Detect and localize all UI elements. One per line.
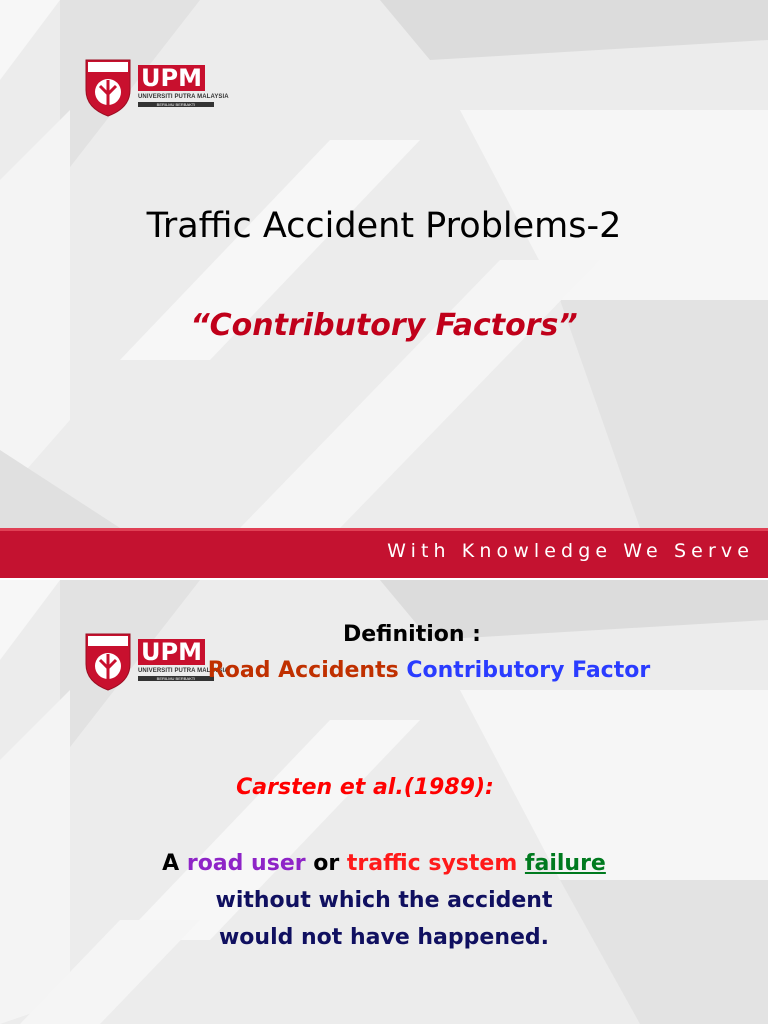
logo-tagline: BERILMU BERBAKTI: [138, 676, 214, 681]
definition-topic: [90, 658, 768, 683]
logo-abbr: UPM: [138, 65, 205, 91]
slide-title-text: Traffic Accident Problems-2: [146, 206, 622, 246]
word-failure: failure: [524, 851, 606, 876]
slide-definition: [0, 580, 768, 1024]
word-a: A: [162, 851, 180, 876]
topic-contributory-factor: Contributory Factor: [406, 658, 651, 683]
logo-name: UNIVERSITI PUTRA MALAYSIA: [138, 94, 229, 100]
shield-icon: [82, 56, 134, 118]
definition-heading: Definition :: [343, 622, 481, 647]
definition-line-3: would not have happened.: [218, 925, 550, 950]
motto-band: [0, 528, 768, 578]
word-or: or: [313, 851, 340, 876]
upm-logo: [82, 56, 232, 118]
topic-road-accidents: Road Accidents: [207, 658, 399, 683]
word-traffic-system: traffic system: [346, 851, 518, 876]
logo-abbr: UPM: [138, 639, 205, 665]
word-road-user: road user: [186, 851, 306, 876]
slide-subtitle: “Contributory Factors”: [190, 308, 578, 343]
motto-text: With Knowledge We Serve: [387, 540, 754, 562]
citation: Carsten et al.(1989):: [236, 775, 494, 800]
definition-line-2: without which the accident: [215, 888, 553, 913]
definition-body: [0, 845, 768, 956]
logo-name: UNIVERSITI PUTRA MALAYSIA: [138, 668, 229, 674]
logo-tagline: BERILMU BERBAKTI: [138, 102, 214, 107]
definition-line-1: [0, 845, 768, 882]
